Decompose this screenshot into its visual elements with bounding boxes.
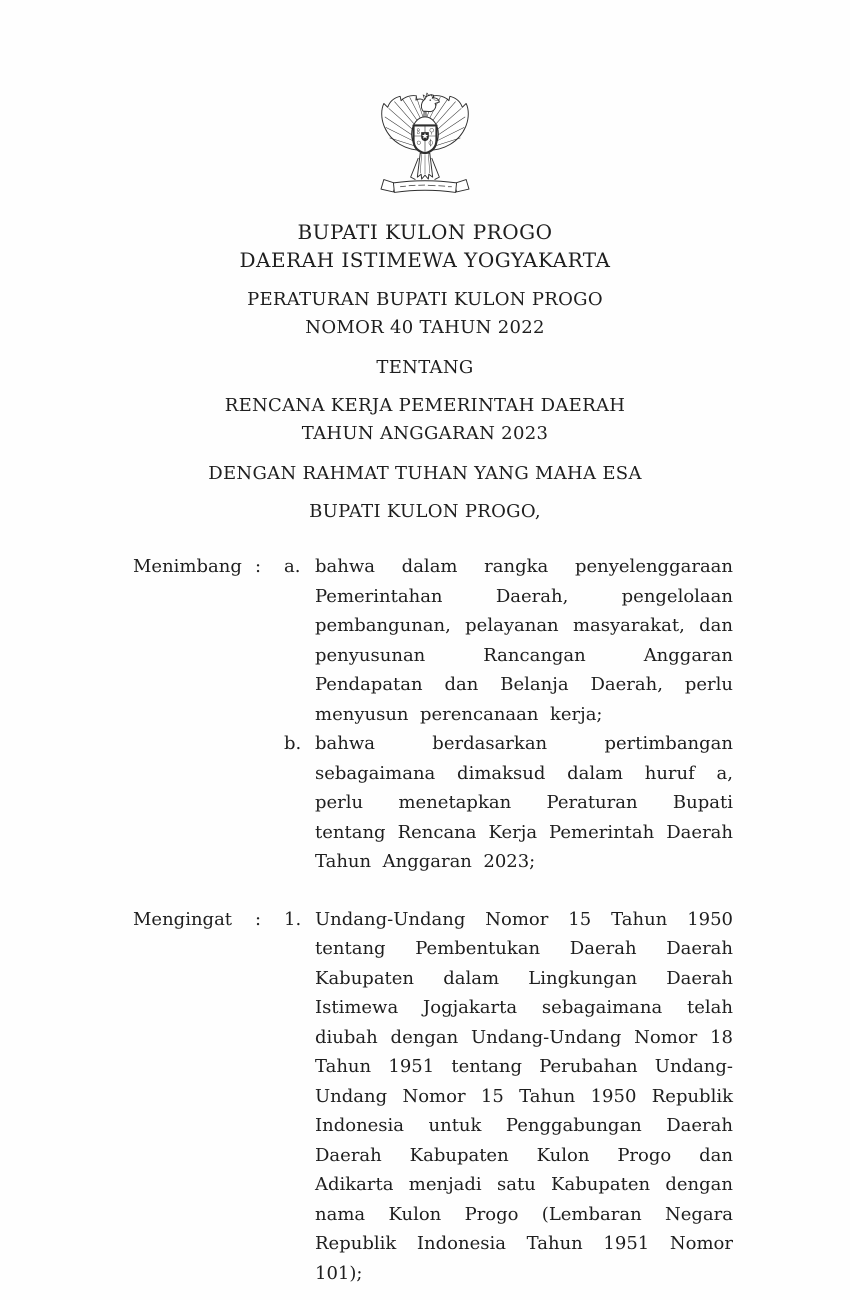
menimbang-label: Menimbang [133,556,242,577]
letterhead-region: DAERAH ISTIMEWA YOGYAKARTA [239,248,611,272]
subject-line2: TAHUN ANGGARAN 2023 [301,423,549,444]
colon-spacer [255,729,284,877]
label-spacer [133,729,255,877]
invocation-line: DENGAN RAHMAT TUHAN YANG MAHA ESA [208,463,642,484]
mengingat-label: Mengingat [133,908,233,930]
menimbang-colon: : [255,556,262,577]
mengingat-colon: : [255,908,262,930]
subject-line1: RENCANA KERJA PEMERINTAH DAERAH [224,395,626,416]
menimbang-section [133,552,733,877]
regulation-name: PERATURAN BUPATI KULON PROGO [247,289,603,310]
item-marker-b: b. [284,733,302,754]
legal-basis-item-1: Undang-Undang Nomor 15 Tahun 1950 tentang Pembentukan Daerah Daerah Kabupaten dalam Lingkungan Daerah Istimewa Jogjakarta sebagaimana telah diubah dengan Undang-Undang Nomor 18 Tahun 1951 tentang Perubahan Undang-Undang Nomor 15 Tahun 1950 Republik Indonesia untuk Penggabungan Daerah Daerah Kabupaten Kulon Progo dan Adikarta menjadi satu Kabupaten dengan nama Kulon Progo (Lembaran Negara Republik Indonesia Tahun 1951 Nomor 101); [315,908,733,1284]
letterhead-office: BUPATI KULON PROGO [297,220,553,244]
item-marker-a: a. [284,556,301,577]
letterhead [0,218,850,274]
mengingat-section [133,905,733,1289]
regulation-title [0,286,850,342]
consideration-item-b: bahwa berdasarkan pertimbangan sebagaimana dimaksud dalam huruf a, perlu menetapkan Peraturan Bupati tentang Rencana Kerja Pemerintah Daerah Tahun Anggaran 2023; [315,733,733,872]
garuda-pancasila-emblem [377,92,473,202]
regulation-number: NOMOR 40 TAHUN 2022 [305,317,545,338]
regulation-subject [0,392,850,448]
item-marker-1: 1. [284,908,302,930]
issuer-line: BUPATI KULON PROGO, [309,501,541,522]
tentang-label: TENTANG [376,357,474,378]
consideration-item-a: bahwa dalam rangka penyelenggaraan Pemerintahan Daerah, pengelolaan pembangunan, pelayanan masyarakat, dan penyusunan Rancangan Anggaran Pendapatan dan Belanja Daerah, perlu menyusun perencanaan kerja; [315,556,733,725]
